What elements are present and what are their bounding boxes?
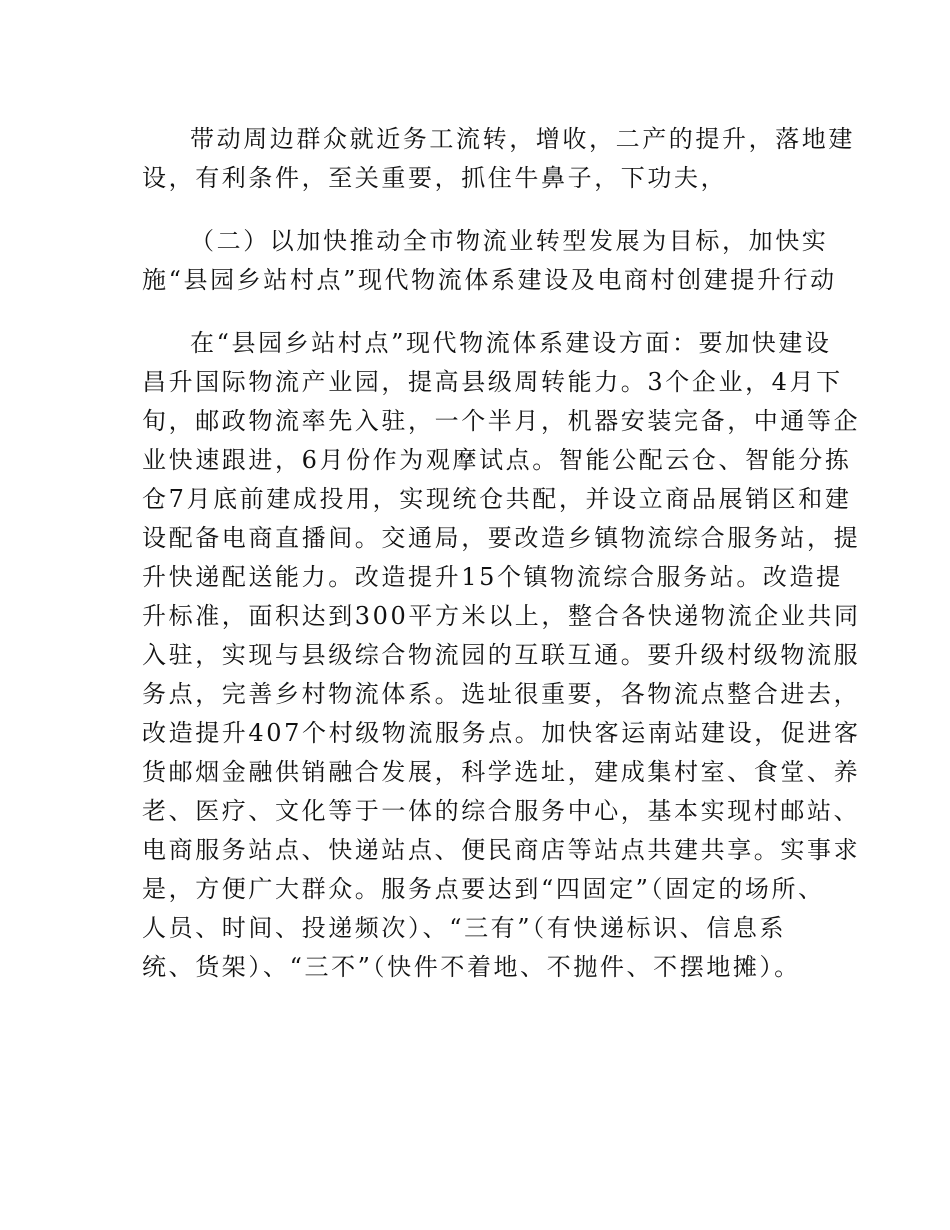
text-line: 统、货架）、“三不”（快件不着地、不抛件、不摆地摊）。 <box>142 953 801 981</box>
text-line: 货邮烟金融供销融合发展，科学选址，建成集村室、食堂、养 <box>142 758 861 786</box>
paragraph-1 <box>142 120 855 198</box>
text-line: 升快递配送能力。改造提升15个镇物流综合服务站。改造提 <box>142 563 843 591</box>
text-line: 是，方便广大群众。服务点要达到“四固定”（固定的场所、 <box>142 875 825 903</box>
text-line: 升标准，面积达到300平方米以上，整合各快递物流企业共同 <box>142 602 861 630</box>
text-line: 昌升国际物流产业园，提高县级周转能力。3个企业，4月下 <box>142 368 843 396</box>
text-line: 仓7月底前建成投用，实现统仓共配，并设立商品展销区和建 <box>142 485 852 513</box>
text-line: 设配备电商直播间。交通局，要改造乡镇物流综合服务站，提 <box>142 524 861 552</box>
text-line: 电商服务站点、快递站点、便民商店等站点共建共享。实事求 <box>142 836 861 864</box>
text-line: 设，有利条件，至关重要，抓住牛鼻子，下功夫， <box>142 164 728 192</box>
text-line: 业快速跟进，6月份作为观摩试点。智能公配云仓、智能分拣 <box>142 446 852 474</box>
paragraph-3 <box>142 324 861 987</box>
text-line: 旬，邮政物流率先入驻，一个半月，机器安装完备，中通等企 <box>142 407 861 435</box>
text-line: （二）以加快推动全市物流业转型发展为目标，加快实 <box>190 227 829 255</box>
text-line: 改造提升407个村级物流服务点。加快客运南站建设，促进客 <box>142 719 861 747</box>
text-line: 带动周边群众就近务工流转，增收，二产的提升，落地建 <box>190 125 855 153</box>
paragraph-2-section-heading <box>142 222 837 300</box>
text-line: 人员、时间、投递频次）、“三有”（有快递标识、信息系 <box>142 914 787 942</box>
text-line: 入驻，实现与县级综合物流园的互联互通。要升级村级物流服 <box>142 641 861 669</box>
text-line: 施“县园乡站村点”现代物流体系建设及电商村创建提升行动 <box>142 266 837 294</box>
text-line: 务点，完善乡村物流体系。选址很重要，各物流点整合进去， <box>142 680 861 708</box>
text-line: 老、医疗、文化等于一体的综合服务中心，基本实现村邮站、 <box>142 797 861 825</box>
text-line: 在“县园乡站村点”现代物流体系建设方面：要加快建设 <box>190 329 832 357</box>
